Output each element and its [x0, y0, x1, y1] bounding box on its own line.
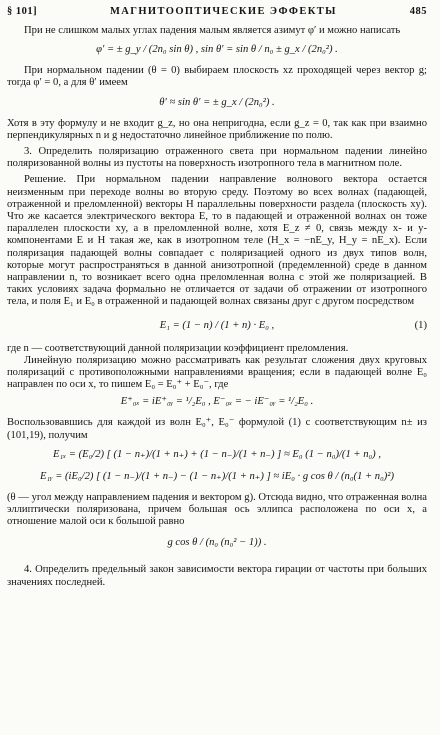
- paragraph: где n — соответствующий данной поляризации коэффициент преломления.: [7, 342, 349, 354]
- paragraph: При нормальном падении (θ = 0) выбираем плоскость xz проходящей через вектор g; тогда φ′ = 0, а для θ′ имеем: [7, 65, 427, 89]
- equation: E₁ = (1 − n) / (1 + n) · E₀ ,: [159, 319, 275, 331]
- paragraph: При не слишком малых углах падения малым является азимут φ′ и можно написать: [24, 25, 401, 36]
- equation: θ′ ≈ sin θ′ = ± g_x / (2n₀²) .: [159, 96, 275, 108]
- equation: E⁺₀ₓ = iE⁺₀ᵧ = ¹/₂E₀ , E⁻₀ₓ = − iE⁻₀ᵧ = ¹/₂E₀ .: [120, 396, 314, 408]
- section-marker: § 101]: [7, 6, 38, 17]
- paragraph: Линейную поляризацию можно рассматривать как результат сложения двух круговых поляризаций с противоположными направлениями вращения; если в падающей волне E₀ направлен по оси x, то пишем E₀ = E₀⁺ + E₀⁻, где: [7, 354, 427, 391]
- numbered-equation: [7, 319, 427, 333]
- equation: E₁ₓ = (E₀/2) [ (1 − n₊)/(1 + n₊) + (1 − n₋)/(1 + n₋) ] ≈ E₀ (1 − n₀)/(1 + n₀) ,: [52, 448, 382, 460]
- solution-paragraph: Решение. При нормальном падении направление волнового вектора остается неизменным при переходе волны во вторую среду. Поэтому во всех волнах (падающей, отраженной и преломленной) векторы H параллельны поверхности раздела (плоскость xy). Что же касается электрического вектора E, то в падающей и отраженной волнах он тоже параллелен плоскости xy, а в преломленной волне, хотя E_z ≠ 0, связь между x- и y-компонентами E и H такая же, как в изотропном теле (H_x = −nE_y, H_y = nE_x). Если поляризация падающей волны совпадает с поляризацией одного из двух типов волн, которые могут распространяться в данной анизотропной (предемленной) среде в данном направлении n, то возникает всего одна преломленная волна с этой же поляризацией. В таких условиях задача формально не отличается от задачи об отражении от изотропного тела, и поля E₁ и E₀ в отраженной и падающей волнах связаны друг с другом посредством: [7, 174, 427, 308]
- paragraph: (θ — угол между направлением падения и вектором g). Отсюда видно, что отраженная волна эллиптически поляризована, причем большая ось эллипса расположена по оси x, а отношение малой оси к большой равно: [7, 491, 427, 528]
- chapter-title: МАГНИТООПТИЧЕСКИЕ ЭФФЕКТЫ: [109, 6, 337, 17]
- problem-statement: 3. Определить поляризацию отраженного света при нормальном падении линейно поляризованной волны из пустоты на поверхность изотропного тела в магнитном поле.: [7, 146, 427, 170]
- problem-statement: 4. Определить предельный закон зависимости вектора гирации от частоты при больших значениях последней.: [7, 564, 427, 588]
- page-number: 485: [409, 6, 427, 17]
- equation-number: (1): [414, 319, 427, 331]
- paragraph: Воспользовавшись для каждой из волн E₀⁺, E₀⁻ формулой (1) с соответствующим n± из (101,19), получим: [7, 417, 427, 441]
- equation: E₁ᵧ = (iE₀/2) [ (1 − n₋)/(1 + n₋) − (1 − n₊)/(1 + n₊) ] ≈ iE₀ · g cos θ / (n₀(1 + n₀)²): [39, 470, 394, 482]
- equation: φ′ = ± g_y / (2n₀ sin θ) , sin θ′ = sin θ / n₀ ± g_x / (2n₀²) .: [96, 44, 338, 56]
- equation: g cos θ / (n₀ (n₀² − 1)) .: [167, 537, 267, 549]
- running-header: [7, 6, 427, 17]
- paragraph: Хотя в эту формулу и не входит g_z, но она непригодна, если g_z = 0, так как при взаимно перпендикулярных n и g недостаточно линейное приближение по полю.: [7, 117, 427, 141]
